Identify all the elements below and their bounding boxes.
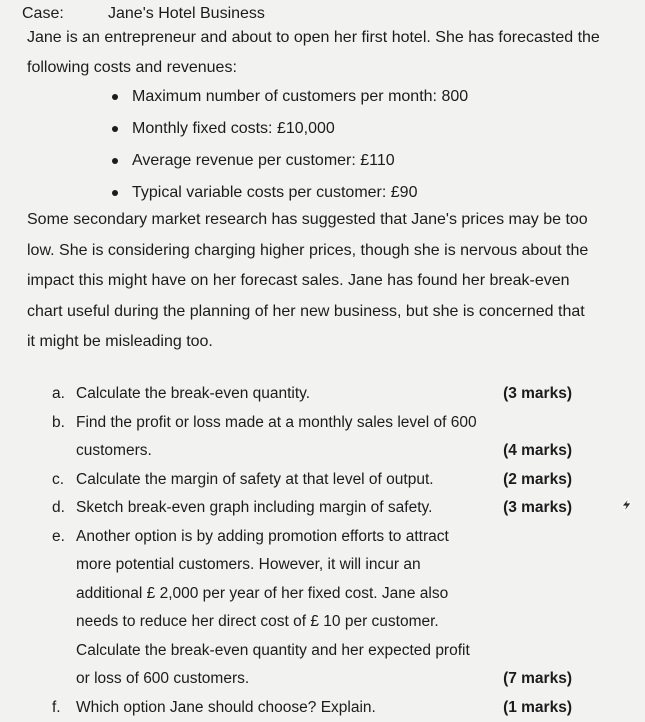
- question-text: Find the profit or loss made at a monthly sales level of 600 customers.: [76, 409, 572, 466]
- question-item: [52, 380, 572, 409]
- question-text: Calculate the break-even quantity.: [76, 380, 572, 409]
- question-item: [52, 523, 572, 694]
- bullet-icon: [112, 94, 118, 100]
- bullet-icon: [112, 126, 118, 132]
- question-letter: f.: [52, 694, 61, 722]
- question-marks: (4 marks): [503, 437, 572, 466]
- question-list: [52, 380, 572, 722]
- case-title: Jane's Hotel Business: [108, 5, 265, 22]
- list-item: [110, 81, 468, 113]
- question-text: Which option Jane should choose? Explain.: [76, 694, 572, 722]
- list-item-text: Maximum number of customers per month: 800: [132, 88, 468, 105]
- list-item-text: Typical variable costs per customer: £90: [132, 184, 417, 201]
- list-item-text: Monthly fixed costs: £10,000: [132, 120, 335, 137]
- forecast-list: [110, 81, 468, 209]
- question-letter: b.: [52, 409, 65, 438]
- question-letter: d.: [52, 494, 65, 523]
- list-item: [110, 113, 468, 145]
- question-text: Sketch break-even graph including margin of safety.: [76, 494, 572, 523]
- question-marks: (7 marks): [503, 665, 572, 694]
- question-letter: c.: [52, 466, 64, 495]
- question-item: [52, 694, 572, 722]
- bullet-icon: [112, 158, 118, 164]
- bullet-icon: [112, 190, 118, 196]
- list-item-text: Average revenue per customer: £110: [132, 152, 395, 169]
- case-label: Case:: [22, 4, 108, 24]
- question-letter: e.: [52, 523, 65, 552]
- question-marks: (3 marks): [503, 380, 572, 409]
- question-item: [52, 409, 572, 466]
- question-item: [52, 494, 572, 523]
- case-header: [22, 4, 265, 24]
- research-paragraph: Some secondary market research has suggested that Jane's prices may be too low. She is considering charging higher prices, though she is nervous about the impact this might have on her forecast sales. Jane has found her break-even chart useful during the planning of her new business, but she is concerned that it might be misleading too.: [27, 205, 597, 358]
- question-text: Calculate the margin of safety at that level of output.: [76, 466, 572, 495]
- pointer-cursor-icon: [618, 497, 634, 513]
- question-marks: (3 marks): [503, 494, 572, 523]
- intro-paragraph: Jane is an entrepreneur and about to open her first hotel. She has forecasted the following costs and revenues:: [27, 23, 627, 83]
- question-item: [52, 466, 572, 495]
- question-text: Another option is by adding promotion efforts to attract more potential customers. However, it will incur an additional £ 2,000 per year of her fixed cost. Jane also needs to reduce her direct cost of £ 10 per customer. Calculate the break-even quantity and her expected profit or loss of 600 customers.: [76, 523, 572, 694]
- question-marks: (1 marks): [503, 694, 572, 722]
- list-item: [110, 145, 468, 177]
- question-marks: (2 marks): [503, 466, 572, 495]
- question-letter: a.: [52, 380, 65, 409]
